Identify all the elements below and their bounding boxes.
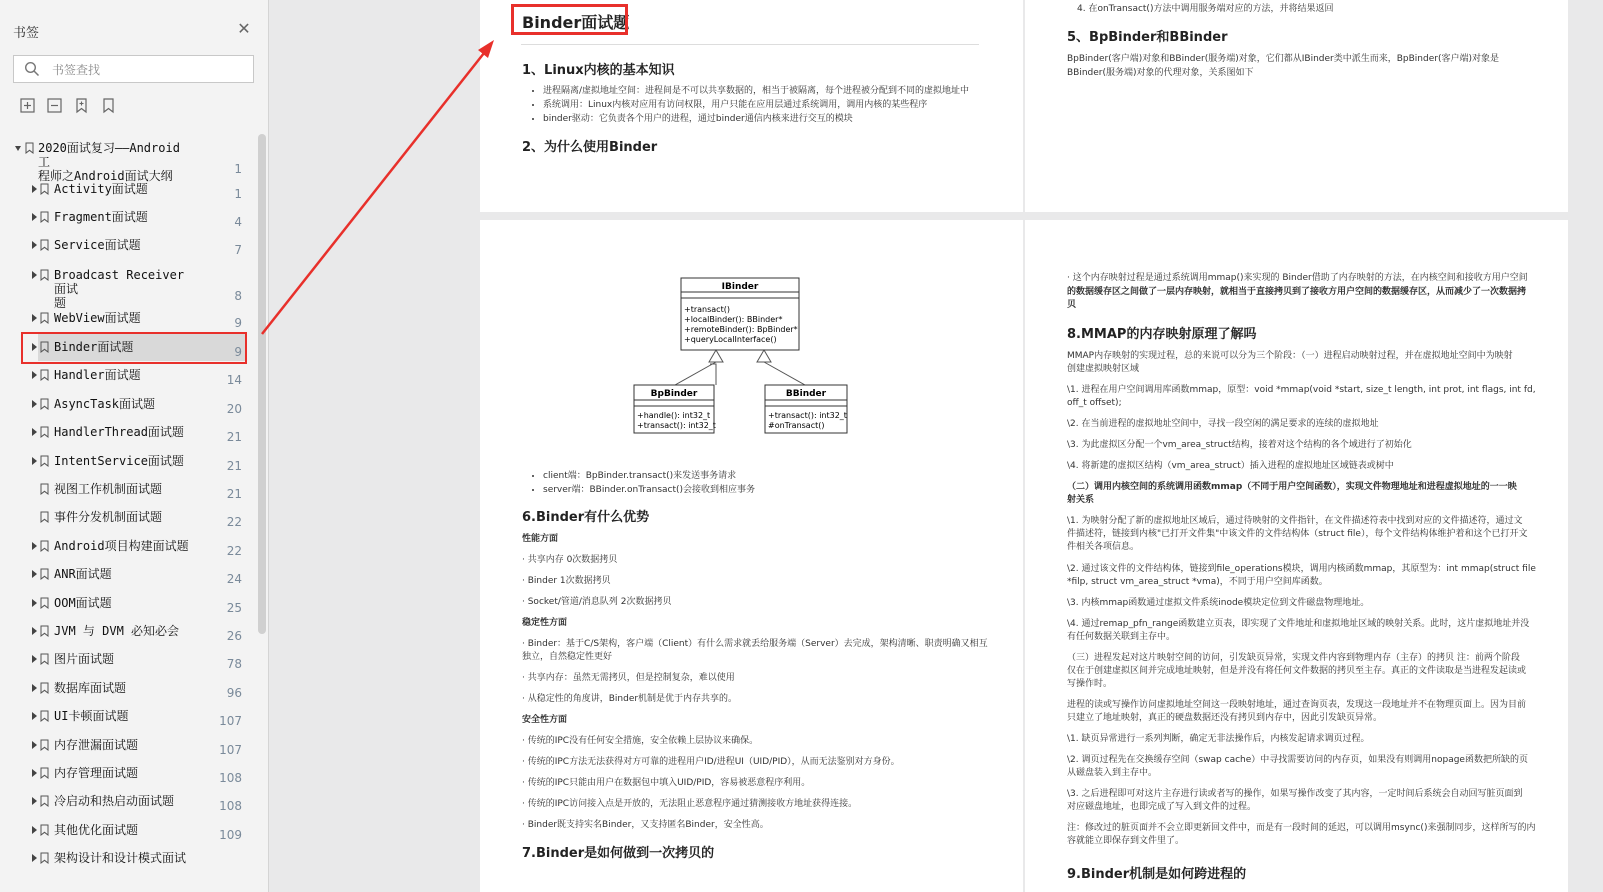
text-line: · 共享内存：虽然无需拷贝，但是控制复杂，难以使用 xyxy=(522,673,735,683)
bookmark-label: 冷启动和热启动面试题 xyxy=(54,794,175,808)
text-line: \1. 进程在用户空间调用库函数mmap，原型：void *mmap(void *start, size_t length, int prot, int flags, int fd, xyxy=(1067,385,1536,395)
bookmark-page-number: 24 xyxy=(226,572,242,586)
uml-class-diagram xyxy=(630,272,860,442)
bookmark-page-number: 22 xyxy=(226,544,242,558)
text-line: · 从稳定性的角度讲，Binder机制是优于内存共享的。 xyxy=(522,694,738,704)
expand-arrow-icon[interactable] xyxy=(30,825,38,835)
sidebar-scrollbar[interactable] xyxy=(258,134,266,634)
list-item: • server端：BBinder.onTransact()会接收到相应事务 xyxy=(543,483,1023,497)
expand-arrow-icon[interactable] xyxy=(30,270,38,280)
bookmark-page-number: 1 xyxy=(234,187,242,201)
linux-bullet-list xyxy=(529,84,1023,126)
expand-arrow-icon[interactable] xyxy=(30,569,38,579)
bookmark-label: AsyncTask面试题 xyxy=(54,397,156,411)
bookmark-page-number: 26 xyxy=(226,629,242,643)
text-line: · Socket/管道/消息队列 2次数据拷贝 xyxy=(522,597,672,607)
expand-arrow-icon[interactable] xyxy=(30,240,38,250)
text-line: \1. 为映射分配了新的虚拟地址区域后，通过待映射的文件指针，在文件描述符表中找到对应的文件描述符，通过文 xyxy=(1067,516,1523,526)
sidebar-title: 书签 xyxy=(13,26,40,41)
bookmark-page-number: 14 xyxy=(226,373,242,387)
text-line: 有任何数据关联到主存中。 xyxy=(1067,632,1176,642)
bookmark-page-number: 1 xyxy=(234,162,242,176)
page-title: Binder面试题 xyxy=(522,13,630,32)
bpbinder-class-name: BpBinder xyxy=(650,389,698,399)
bookmark-label: 视图工作机制面试题 xyxy=(54,482,163,496)
bookmark-icon xyxy=(40,312,49,324)
heading-linux: 1、Linux内核的基本知识 xyxy=(522,63,675,78)
text-line: \2. 调页过程先在交换缓存空间（swap cache）中寻找需要访问的内存页，如果没有则调用nopage函数把所缺的页 xyxy=(1067,755,1528,765)
expand-arrow-icon[interactable] xyxy=(30,711,38,721)
text-line: 从磁盘装入到主存中。 xyxy=(1067,768,1158,778)
text-line: 只建立了地址映射，真正的硬盘数据还没有拷贝到内存中，因此引发缺页异常。 xyxy=(1067,713,1383,723)
text-line: 对应磁盘地址，也即完成了写入到文件的过程。 xyxy=(1067,802,1257,812)
bookmark-label: HandlerThread面试题 xyxy=(54,425,184,439)
bookmark-label: UI卡顿面试题 xyxy=(54,709,129,723)
ibinder-method: +transact() xyxy=(684,305,730,314)
bookmark-icon xyxy=(40,540,49,552)
bookmark-label: Broadcast Receiver面试 题 xyxy=(54,268,185,310)
heading-cross-process: 9.Binder机制是如何跨进程的 xyxy=(1067,867,1247,882)
bpbinder-method: +transact(): int32_t xyxy=(637,421,716,430)
bookmark-icon xyxy=(40,483,49,495)
text-line: BBinder(服务端)对象的代理对象，关系图如下 xyxy=(1067,67,1254,78)
text-line: · 共享内存 0次数据拷贝 xyxy=(522,555,618,565)
bookmark-page-number: 22 xyxy=(226,515,242,529)
bookmark-icon xyxy=(40,852,49,864)
text-line: · Binder 1次数据拷贝 xyxy=(522,576,611,586)
bookmark-search-input[interactable] xyxy=(50,58,250,82)
heading-binder-advantage: 6.Binder有什么优势 xyxy=(522,510,650,525)
mmap-intro-paragraph xyxy=(1067,272,1557,313)
collapse-all-icon[interactable] xyxy=(46,97,63,114)
expand-arrow-icon[interactable] xyxy=(30,370,38,380)
ibinder-method: +queryLocalInterface() xyxy=(684,335,777,344)
expand-arrow-icon[interactable] xyxy=(30,853,38,863)
text-line: \3. 之后进程即可对这片主存进行读或者写的操作，如果写操作改变了其内容，一定时间后系统会自动回写脏页面到 xyxy=(1067,789,1523,799)
bookmark-search-box[interactable] xyxy=(13,55,254,83)
ibinder-method: +remoteBinder(): BpBinder* xyxy=(684,325,798,334)
selected-bookmark-highlight xyxy=(21,332,247,364)
text-line: \3. 内核mmap函数通过虚拟文件系统inode模块定位到文件磁盘物理地址。 xyxy=(1067,598,1370,608)
text-line: MMAP内存映射的实现过程，总的来说可以分为三个阶段：（一）进程启动映射过程，并在虚拟地址空间中为映射 xyxy=(1067,351,1513,361)
text-line: 写操作时。 xyxy=(1067,679,1113,689)
heading-one-copy: 7.Binder是如何做到一次拷贝的 xyxy=(522,846,715,861)
expand-arrow-icon[interactable] xyxy=(30,313,38,323)
bookmark-page-number: 107 xyxy=(219,743,242,757)
bookmark-label: Binder面试题 xyxy=(54,340,134,354)
bookmark-page-number: 107 xyxy=(219,714,242,728)
bookmark-label: ANR面试题 xyxy=(54,567,112,581)
expand-arrow-icon[interactable] xyxy=(30,626,38,636)
bookmark-icon xyxy=(40,211,49,223)
bookmark-label: Handler面试题 xyxy=(54,368,141,382)
bookmark-page-number: 78 xyxy=(226,657,242,671)
subheading-performance: 性能方面 xyxy=(522,534,559,544)
bookmark-label: 数据库面试题 xyxy=(54,681,127,695)
text-line: \2. 通过该文件的文件结构体，链接到file_operations模块，调用内核函数mmap，其原型为：int mmap(struct file xyxy=(1067,564,1536,574)
bbinder-method: +transact(): int32_t xyxy=(768,411,847,420)
text-line: \4. 通过remap_pfn_range函数建立页表，即实现了文件地址和虚拟地址区域的映射关系。此时，这片虚拟地址并没 xyxy=(1067,619,1530,629)
text-line: · 传统的IPC没有任何安全措施，安全依赖上层协议来确保。 xyxy=(522,736,759,746)
bookmark-page-number: 25 xyxy=(226,601,242,615)
expand-arrow-icon[interactable] xyxy=(30,683,38,693)
text-line: 仅在于创建虚拟区间并完成地址映射，但是并没有将任何文件数据的拷贝至主存。真正的文件读取是当进程发起读或 xyxy=(1067,666,1527,676)
document-page-4 xyxy=(1025,220,1568,892)
text-line: 独立，自然稳定性更好 xyxy=(522,652,613,662)
text-line: 注：修改过的脏页面并不会立即更新回文件中，而是有一段时间的延迟，可以调用msync()来强制同步，这样所写的内 xyxy=(1067,823,1536,833)
bookmark-page-number: 21 xyxy=(226,430,242,444)
text-line: 容就能立即保存到文件里了。 xyxy=(1067,836,1185,846)
bookmark-icon xyxy=(40,597,49,609)
text-line: 件描述符，链接到内核"已打开文件集"中该文件的文件结构体（struct file），每个文件结构体维护着和这个已打开文 xyxy=(1067,529,1528,539)
expand-arrow-icon[interactable] xyxy=(30,184,38,194)
bookmark-label: OOM面试题 xyxy=(54,596,112,610)
bookmark-icon xyxy=(40,682,49,694)
bookmark-page-number: 96 xyxy=(226,686,242,700)
text-line: （三）进程发起对这片映射空间的访问，引发缺页异常，实现文件内容到物理内存（主存）的拷贝 注：前两个阶段 xyxy=(1067,653,1520,663)
ibinder-class-name: IBinder xyxy=(721,282,759,292)
bookmark-page-number: 9 xyxy=(234,316,242,330)
bookmark-label: 其他优化面试题 xyxy=(54,823,139,837)
bookmark-icon xyxy=(40,455,49,467)
expand-arrow-icon[interactable] xyxy=(30,768,38,778)
bookmark-label: Service面试题 xyxy=(54,238,141,252)
bookmark-label: 图片面试题 xyxy=(54,652,115,666)
bookmark-icon xyxy=(40,739,49,751)
text-line: \1. 缺页异常进行一系列判断，确定无非法操作后，内核发起请求调页过程。 xyxy=(1067,734,1370,744)
bookmark-sidebar xyxy=(0,0,269,892)
bookmark-label: WebView面试题 xyxy=(54,311,141,325)
bookmark-label: Activity面试题 xyxy=(54,182,148,196)
document-page-2 xyxy=(1025,0,1568,212)
bookmark-icon xyxy=(40,625,49,637)
list-item: 4. 在onTransact()方法中调用服务端对应的方法，并将结果返回 xyxy=(1077,4,1334,14)
text-line: · 传统的IPC方法无法获得对方可靠的进程用户ID/进程UI（UID/PID），从而无法鉴别对方身份。 xyxy=(522,757,900,767)
bookmark-page-number: 9 xyxy=(234,345,242,359)
expand-all-icon[interactable] xyxy=(19,97,36,114)
bookmark-icon xyxy=(40,398,49,410)
bbinder-class-name: BBinder xyxy=(785,389,827,399)
expand-arrow-icon[interactable] xyxy=(30,654,38,664)
expand-arrow-icon[interactable] xyxy=(30,456,38,466)
subheading-security: 安全性方面 xyxy=(522,715,568,725)
bookmark-page-number: 4 xyxy=(234,215,242,229)
text-line: 贝 xyxy=(1067,300,1077,310)
text-line: 射关系 xyxy=(1067,495,1095,505)
ibinder-method: +localBinder(): BBinder* xyxy=(684,315,783,324)
text-line: BpBinder(客户端)对象和BBinder(服务端)对象，它们都从IBinder类中派生而来，BpBinder(客户端)对象是 xyxy=(1067,54,1499,64)
bookmark-icon xyxy=(40,239,49,251)
document-page-1 xyxy=(480,0,1023,212)
text-line: \4. 将新建的虚拟区结构（vm_area_struct）插入进程的虚拟地址区域链表或树中 xyxy=(1067,461,1394,471)
text-line: 进程的读或写操作访问虚拟地址空间这一段映射地址，通过查询页表，发现这一段地址并不在物理页面上。因为目前 xyxy=(1067,700,1527,710)
text-line: 件相关各项信息。 xyxy=(1067,542,1140,552)
expand-arrow-icon[interactable] xyxy=(30,598,38,608)
title-rule xyxy=(521,44,979,45)
list-item: • client端：BpBinder.transact()来发送事务请求 xyxy=(543,469,1023,483)
heading-mmap: 8.MMAP的内存映射原理了解吗 xyxy=(1067,327,1257,342)
expand-arrow-icon[interactable] xyxy=(30,399,38,409)
bookmark-icon xyxy=(40,710,49,722)
heading-bpbinder: 5、BpBinder和BBinder xyxy=(1067,30,1228,45)
bookmark-icon xyxy=(40,568,49,580)
bookmark-label: 内存管理面试题 xyxy=(54,766,139,780)
bookmark-icon xyxy=(40,795,49,807)
document-page-3 xyxy=(480,220,1023,892)
bookmark-icon xyxy=(40,426,49,438)
bookmark-page-number: 109 xyxy=(219,828,242,842)
expand-arrow-icon[interactable] xyxy=(30,796,38,806)
bookmark-label: 架构设计和设计模式面试 xyxy=(54,851,187,865)
text-line: · Binder既支持实名Binder，又支持匿名Binder，安全性高。 xyxy=(522,820,769,830)
title-highlight-box xyxy=(511,4,628,35)
expand-arrow-icon[interactable] xyxy=(30,740,38,750)
text-line: *filp, struct vm_area_struct *vma)，不同于用户空间库函数。 xyxy=(1067,577,1328,587)
document-scrollbar-track[interactable] xyxy=(1570,0,1603,892)
text-line: off_t offset); xyxy=(1067,398,1122,408)
text-line: · Binder：基于C/S架构，客户端（Client）有什么需求就丢给服务端（Server）去完成，架构清晰、职责明确又相互 xyxy=(522,639,988,649)
bookmark-label: Android项目构建面试题 xyxy=(54,539,189,553)
bookmark-label: 2020面试复习——Android工 程师之Android面试大纲 xyxy=(38,141,180,183)
bookmark-icon xyxy=(40,369,49,381)
bookmark-label: JVM 与 DVM 必知必会 xyxy=(54,624,180,638)
bookmark-icon xyxy=(40,767,49,779)
bookmark-page-number: 21 xyxy=(226,459,242,473)
bookmark-icon xyxy=(40,183,49,195)
bookmark-page-number: 108 xyxy=(219,771,242,785)
client-server-bullets xyxy=(529,469,1023,497)
expand-arrow-icon[interactable] xyxy=(30,541,38,551)
list-item: • binder驱动：它负责各个用户的进程，通过binder通信内核来进行交互的模块 xyxy=(543,112,1023,126)
bookmark-label: Fragment面试题 xyxy=(54,210,148,224)
text-line: · 传统的IPC访问接入点是开放的，无法阻止恶意程序通过猜测接收方地址获得连接。 xyxy=(522,799,858,809)
bookmark-label: 内存泄漏面试题 xyxy=(54,738,139,752)
bookmark-page-number: 20 xyxy=(226,402,242,416)
bookmark-label: IntentService面试题 xyxy=(54,454,184,468)
collapse-arrow-icon[interactable] xyxy=(14,143,22,153)
bookmark-page-number: 7 xyxy=(234,243,242,257)
add-bookmark-icon[interactable] xyxy=(73,97,90,114)
search-icon xyxy=(24,61,40,77)
bookmark-page-number: 21 xyxy=(226,487,242,501)
bpbinder-method: +handle(): int32_t xyxy=(637,411,711,420)
paragraph xyxy=(1067,53,1547,80)
text-line: \3. 为此虚拟区分配一个vm_area_struct结构，接着对这个结构的各个域进行了初始化 xyxy=(1067,440,1412,450)
text-line: · 这个内存映射过程是通过系统调用mmap()来实现的 Binder借助了内存映射的方法，在内核空间和接收方用户空间 xyxy=(1067,273,1528,283)
list-item: • 系统调用：Linux内核对应用有访问权限，用户只能在应用层通过系统调用，调用内核的某些程序 xyxy=(543,98,1023,112)
text-line: · 传统的IPC只能由用户在数据包中填入UID/PID，容易被恶意程序利用。 xyxy=(522,778,811,788)
bookmark-page-number: 8 xyxy=(234,289,242,303)
bookmark-label: 事件分发机制面试题 xyxy=(54,510,163,524)
bookmark-icon xyxy=(40,824,49,836)
heading-why-binder: 2、为什么使用Binder xyxy=(522,140,658,155)
bookmark-icon xyxy=(40,511,49,523)
expand-arrow-icon[interactable] xyxy=(30,212,38,222)
expand-arrow-icon[interactable] xyxy=(30,427,38,437)
list-item: • 进程隔离/虚拟地址空间：进程间是不可以共享数据的，相当于被隔离，每个进程被分配到不同的虚拟地址中 xyxy=(543,84,1023,98)
subheading-stability: 稳定性方面 xyxy=(522,618,568,628)
text-line: \2. 在当前进程的虚拟地址空间中，寻找一段空闲的满足要求的连续的虚拟地址 xyxy=(1067,419,1379,429)
bookmark-icon[interactable] xyxy=(100,97,117,114)
text-line: 创建虚拟映射区域 xyxy=(1067,364,1140,374)
bookmark-icon xyxy=(25,142,34,154)
close-icon[interactable]: ✕ xyxy=(237,19,251,38)
bookmark-page-number: 108 xyxy=(219,799,242,813)
text-line: 的数据缓存区之间做了一层内存映射，就相当于直接拷贝到了接收方用户空间的数据缓存区，从而减少了一次数据拷 xyxy=(1067,286,1527,297)
bbinder-method: #onTransact() xyxy=(768,421,825,430)
text-line: （二）调用内核空间的系统调用函数mmap（不同于用户空间函数），实现文件物理地址和进程虚拟地址的一一映 xyxy=(1067,482,1517,492)
bookmark-icon xyxy=(40,653,49,665)
bookmark-icon xyxy=(40,269,49,281)
